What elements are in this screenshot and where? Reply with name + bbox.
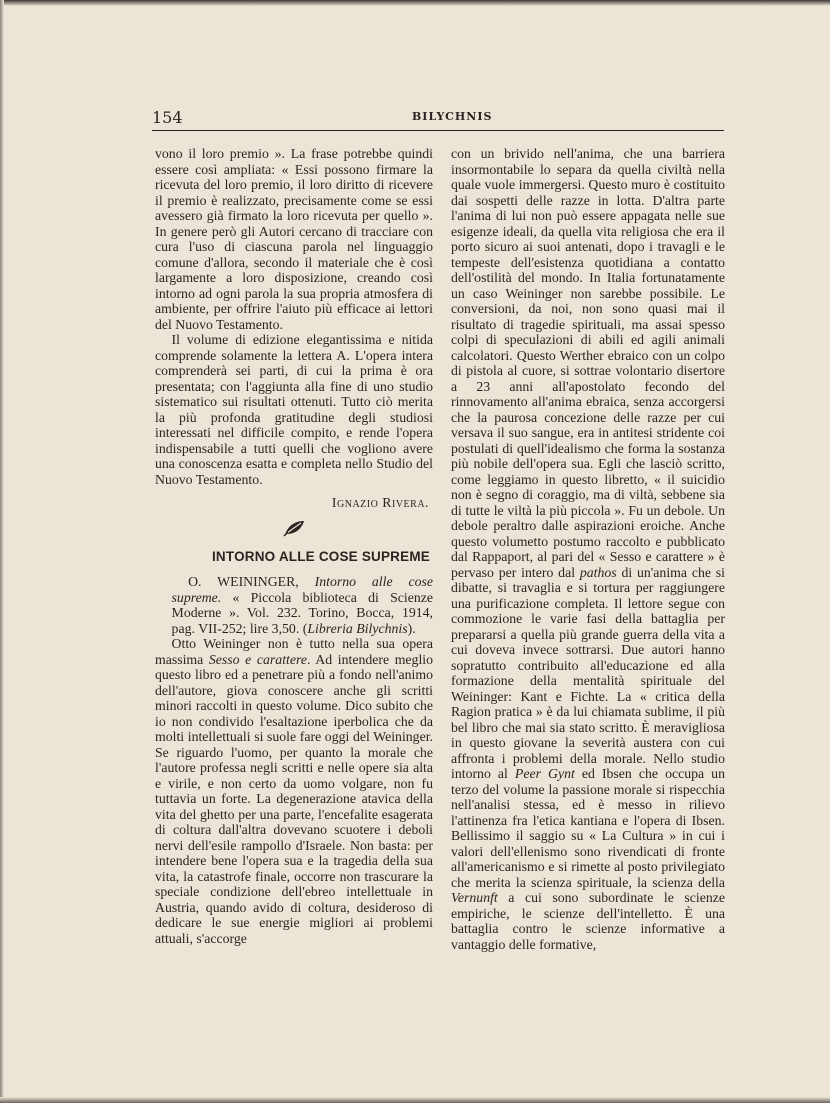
page-header	[152, 108, 724, 130]
page-edge-left	[0, 0, 4, 1103]
review-signature: Ignazio Rivera.	[331, 495, 429, 510]
review-text-right-c: ed Ibsen che occupa un terzo del volume la passione morale si rispecchia nell'analisi stessa, ed è messo in rilievo l'attinenza fra l'etica kantiana e l'opera di Ibsen. Bellissimo il saggio su « La Cultura » in cui i valori dell'ellenismo sono rivendicati di fronte all'americanismo e si rimette al posto privilegiato che merita la scienza spirituale, la scienza della	[451, 766, 725, 890]
page-edge-bottom	[0, 1097, 830, 1103]
leaf-ornament-icon	[155, 519, 433, 541]
page-edge-top	[0, 0, 830, 6]
bib-end: ).	[407, 620, 416, 636]
header-rule	[152, 130, 724, 131]
italic-pathos: pathos	[579, 564, 617, 580]
bib-library: Libreria Bilychnis	[307, 620, 408, 636]
bibliographic-entry	[155, 574, 433, 636]
review-text-right: con un brivido nell'anima, che una barriera insormontabile lo separa da quella civiltà nella quale vuole immergersi. Questo muro è costituito dai sospetti delle razze in lotta. D'altra parte l'anima di lui non può essere appagata nelle sue esigenze ideali, da quella vita religiosa che era il porto sicuro ai suoi antenati, dopo i travagli e le tempeste dell'esistenza quotidiana a contatto dell'ostilità del mondo. In Italia fortunatamente un caso Weininger non sarebbe possibile. Le conversioni, da noi, non sono quasi mai il risultato di tragedie spirituali, ma assai spesso colpi di speculazioni di abili ed agili animali calcolatori. Questo Werther ebraico con un colpo di pistola al cuore, si sottrae volontario disertore a 23 anni all'apostolato fecondo del rinnovamento all'anima ebraica, senza accorgersi che la paurosa concezione delle razze per cui versava il suo sangue, era in antitesi stridente coi postulati di quell'idealismo che forma la sostanza più nobile dell'opera sua. Egli che lasciò scritto, come leggiamo in questo libretto, « il suicidio non è segno di coraggio, ma di viltà, sebbene sia di tutte le viltà la più piccola ». Fu un debole. Un debole peraltro dalle aspirazioni eroiche. Anche questo volumetto postumo raccolto e pubblicato dal Rappaport, al pari del « Sesso e carattere » è pervaso per intero dal	[451, 146, 725, 580]
bib-author: O. WEININGER,	[188, 574, 299, 589]
italic-peer-gynt: Peer Gynt	[514, 766, 575, 781]
left-column	[155, 146, 433, 946]
right-column	[451, 146, 725, 952]
review-text-cont: . Ad intendere meglio questo libro ed a penetrare più a fondo nell'animo dell'autore, giova conoscere anche gli scritti minori raccolti in questo volume. Dico subito che io non condivido l'esaltazione iperbolica che da molti intellettuali si suole fare oggi del Weininger. Se riguardo l'uomo, per quanto la morale che l'autore professa negli scritti e nelle opere sia alta e virile, e non certo da uomo volgare, non fu tuttavia un forte. La degenerazione atavica della vita del ghetto per una parte, l'encefalite esagerata di coltura dall'altra dovevano scuotere i deboli nervi dell'esile rampollo d'Israele. Non basta: per intendere bene l'opera sua e la tragedia della sua vita, la catastrofe finale, occorre non trascurare la speciale condizione dell'ebreo intellettuale in Austria, quando avido di coltura, desideroso di dedicare le sue energie migliori ai problemi attuali, s'accorge	[155, 651, 434, 946]
page-number: 154	[152, 108, 183, 127]
paragraph-review-continuation	[451, 146, 725, 952]
bib-title: Intorno alle cose supreme.	[171, 574, 433, 605]
review-text: Otto Weininger non è tutto nella sua opera massima	[155, 636, 433, 667]
review-text-right-d: a cui sono subordinate le scienze empiriche, le scienze dell'intelletto. È una battaglia contro le scienze informative a vantaggio delle formative,	[451, 890, 725, 952]
bib-details: « Piccola biblioteca di Scienze Moderne ». Vol. 232. Torino, Bocca, 1914, pag. VII-252; lire 3,50. (	[171, 589, 433, 636]
paragraph-review-body	[155, 636, 433, 946]
paragraph-volume-description: Il volume di edizione elegantissima e nitida comprende solamente la lettera A. L'opera intera comprenderà sei parti, di cui la prima è ora presentata; con l'aggiunta alla fine di uno studio sistematico sui risultati ottenuti. Tutto ciò merita la più profonda gratitudine degli studiosi interessati nel difficile compito, e rende l'opera indispensabile a tutti quelli che vogliono avere una conoscenza esatta e completa nello Studio del Nuovo Testamento.	[155, 332, 433, 487]
review-italic-title: Sesso e carattere	[208, 651, 307, 667]
running-title: BILYCHNIS	[412, 110, 493, 123]
paragraph-continuation: vono il loro premio ». La frase potrebbe quindi essere così ampliata: « Essi possono firmare la ricevuta del loro premio, il loro diritto di ricevere il premio è realizzato, precisamente come se essi avessero già firmato la loro ricevuta per quello ». In genere però gli Autori cercano di tracciare con cura l'uso di ciascuna parola nel linguaggio comune d'allora, secondo il materiale che è così largamente a loro disposizione, creando così intorno ad ogni parola la sua propria atmosfera di ambiente, per offrire l'aiuto più efficace ai lettori del Nuovo Testamento.	[155, 146, 433, 332]
section-title: INTORNO ALLE COSE SUPREME	[211, 548, 430, 564]
italic-vernunft: Vernunft	[451, 890, 498, 905]
review-text-right-b: di un'anima che si dibatte, si travaglia e si tortura per raggiungere una purificazione completa. Il lettore segue con commozione le varie fasi della battaglia per prepararsi a quella più grande guerra della vita a cui doveva invece sottrarsi. Due autori hanno sopratutto contribuito all'educazione ed alla formazione della mentalità spirituale del Weininger: Kant e Fichte. La « critica della Ragion pratica » è da lui chiamata sublime, il più bel libro che mai sia stato scritto. È meravigliosa in questo giovane la severità austera con cui affronta i problemi della morale. Nello studio intorno al	[451, 564, 725, 781]
